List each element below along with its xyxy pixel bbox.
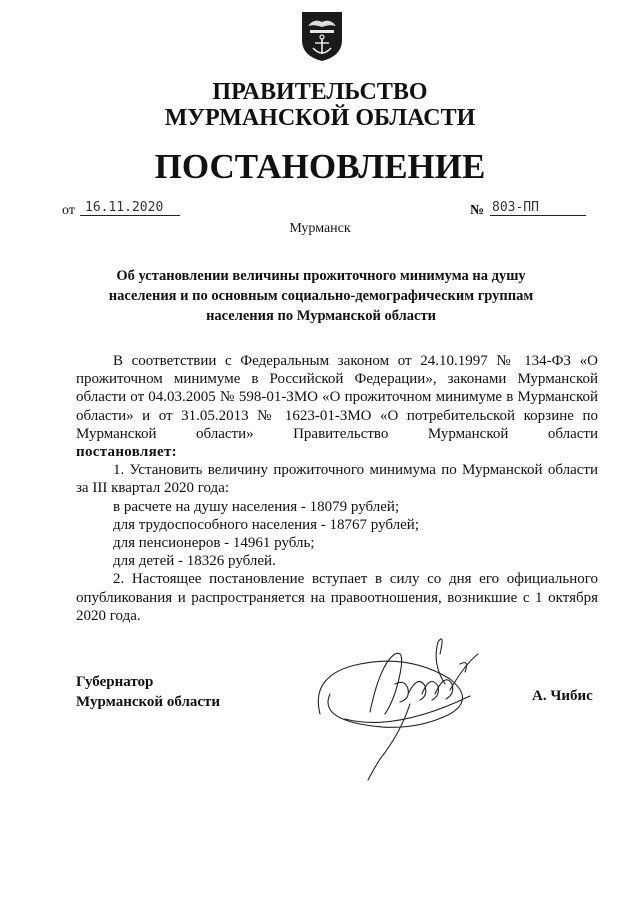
number-field <box>490 200 586 216</box>
number-prefix: № <box>470 203 485 218</box>
list-item: в расчете на душу населения - 18079 рублей; <box>113 498 400 515</box>
list-item: для трудоспособного населения - 18767 рублей; <box>113 516 419 533</box>
document-body <box>76 352 598 625</box>
signatory-position <box>76 672 220 712</box>
position-line: Губернатор <box>76 674 154 690</box>
list-item: для пенсионеров - 14961 рубль; <box>113 535 315 552</box>
list-item: для детей - 18326 рублей. <box>113 553 276 570</box>
date-prefix: от <box>62 203 75 218</box>
document-subject <box>90 266 552 326</box>
preamble: В соответствии с Федеральным законом от 24.10.1997 № 134-ФЗ «О прожиточном минимуме в Российской Федерации», законами Мурманской области от 04.03.2005 № 598-01-ЗМО «О прожиточном минимуме в Мурманской области» и от 31.05.2013 № 1623-01-ЗМО «О потребительской корзине по Мурманской области» Правительство Мурманской области <box>76 353 598 442</box>
subject-line: населения по Мурманской области <box>206 308 436 324</box>
handwritten-signature <box>300 624 520 784</box>
org-name-line2: МУРМАНСКОЙ ОБЛАСТИ <box>164 105 476 131</box>
coat-of-arms-icon <box>300 10 344 62</box>
signatory-name: А. Чибис <box>532 688 593 704</box>
city: Мурманск <box>289 221 351 236</box>
date-field <box>80 200 180 216</box>
subject-line: Об установлении величины прожиточного минимума на душу <box>116 268 526 284</box>
document-type: ПОСТАНОВЛЕНИЕ <box>154 147 486 186</box>
item-2: 2. Настоящее постановление вступает в силу со дня его официального опубликования и распространяется на правоотношения, возникшие с 1 октября 2020 года. <box>76 571 598 624</box>
number-value: 803-ПП <box>492 200 539 215</box>
subject-line: населения и по основным социально-демографическим группам <box>108 288 534 304</box>
decrees-word: постановляет: <box>76 444 177 461</box>
position-line: Мурманской области <box>76 694 221 710</box>
item-1: 1. Установить величину прожиточного минимума по Мурманской области за III квартал 2020 года: <box>76 462 598 497</box>
org-name-line1: ПРАВИТЕЛЬСТВО <box>212 79 428 105</box>
date-value: 16.11.2020 <box>85 200 164 215</box>
